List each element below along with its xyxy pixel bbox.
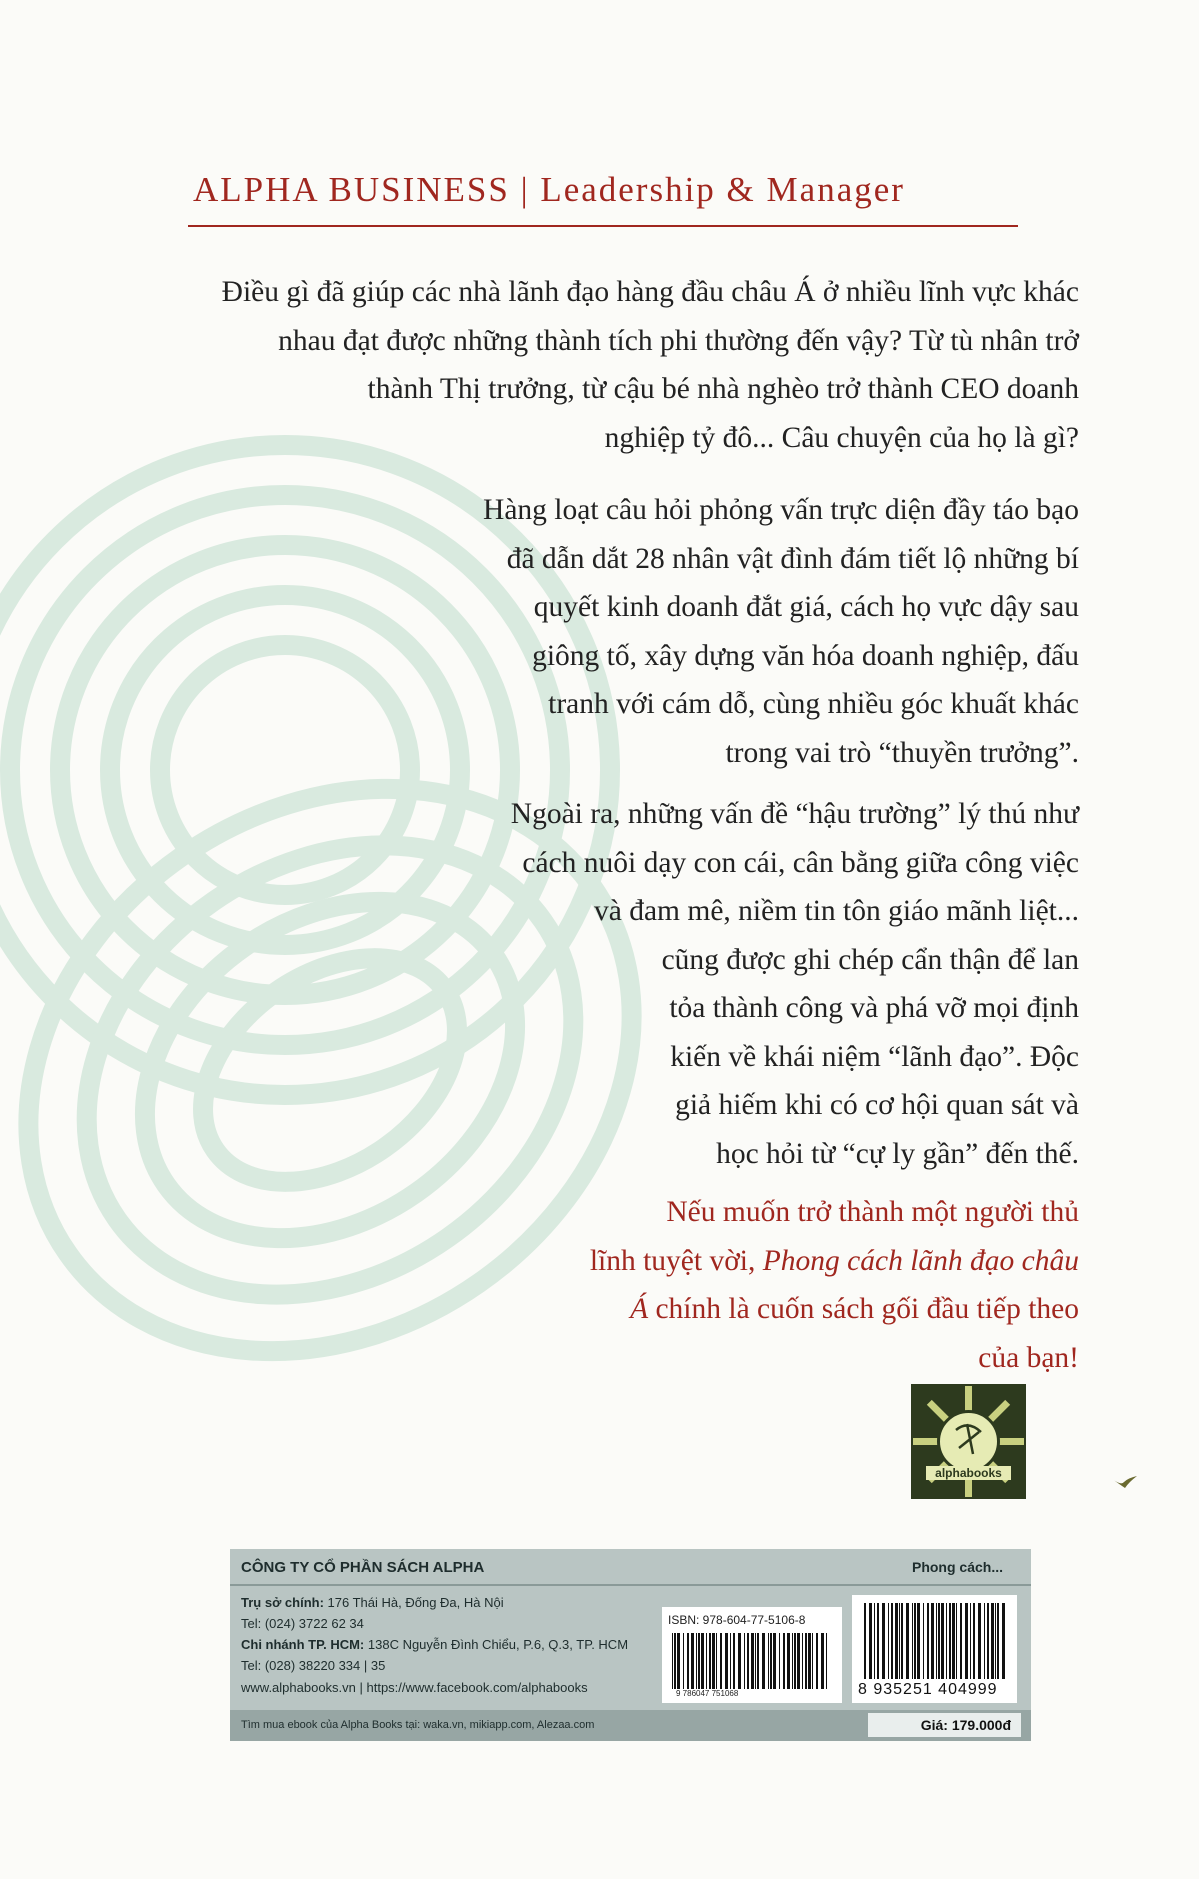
text-line: Ngoài ra, những vấn đề “hậu trường” lý thú như [510,798,1079,830]
text-line: cũng được ghi chép cẩn thận để lan [661,943,1079,976]
logo-wordmark: alphabooks [935,1466,1002,1480]
text-span: chính là cuốn sách gối đầu tiếp theo [648,1293,1079,1325]
text-line: Nếu muốn trở thành một người thủ [666,1196,1079,1228]
text-line: quyết kinh doanh đắt giá, cách họ vực dậy sau [533,591,1079,623]
barcode-bar [960,1603,962,1679]
text-line: nhau đạt được những thành tích phi thường đến vậy? Từ tù nhân trở [278,324,1079,357]
barcode-bar [914,1603,916,1679]
footer-divider [230,1584,1031,1586]
isbn-digits: 9 786047 751068 [676,1689,739,1698]
barcode-bar [787,1633,790,1689]
barcode-bar [906,1603,909,1679]
barcode-bar [949,1603,951,1679]
text-line: kiến về khái niệm “lãnh đạo”. Độc [670,1040,1079,1073]
header-divider [188,225,1018,227]
text-line: của bạn! [978,1341,1079,1374]
barcode-bar [973,1603,975,1679]
barcode-bar [709,1633,711,1689]
barcode-bar [725,1633,728,1689]
barcode-bar [808,1633,811,1689]
hq-address-text: 176 Thái Hà, Đống Đa, Hà Nội [323,1595,504,1610]
barcode-bar [792,1633,793,1689]
barcode-bar [821,1633,824,1689]
price-box [868,1713,1021,1737]
barcode-bar [938,1603,940,1679]
publisher-info-panel [230,1549,1031,1741]
barcode-bar [816,1633,818,1689]
hq-address [241,1595,504,1610]
text-line: Hàng loạt câu hỏi phỏng vấn trực diện đầy táo bạo [483,494,1079,526]
text-line [590,1237,1079,1286]
barcode-bar [978,1603,981,1679]
barcode-bar [701,1633,704,1689]
barcode-bar [877,1603,879,1679]
text-line: cách nuôi dạy con cái, cân bằng giữa công việc [522,846,1079,879]
alphabooks-logo [911,1384,1026,1499]
barcode-bar [773,1633,776,1689]
barcode-bar [696,1633,697,1689]
barcode-bar [941,1603,944,1679]
series-header [193,170,1019,230]
barcode-bar [712,1633,715,1689]
text-line: giả hiếm khi có cơ hội quan sát và [675,1089,1079,1121]
text-line: trong vai trò “thuyền trưởng”. [725,736,1079,769]
barcode-bar [917,1603,920,1679]
price: Giá: 179.000đ [920,1717,1011,1733]
barcode-bar [768,1633,769,1689]
text-line: giông tố, xây dựng văn hóa doanh nghiệp, đấu [532,639,1079,672]
barcode-bar [927,1603,929,1679]
barcode-bar [805,1633,807,1689]
barcode-bar [912,1603,913,1679]
barcode-bar [888,1603,889,1679]
text-span: lĩnh tuyệt vời, [589,1244,763,1277]
branch-label: Chi nhánh TP. HCM: [241,1637,365,1652]
barcode-bar [730,1633,731,1689]
barcode-bar [691,1633,694,1689]
text-line: tranh với cám dỗ, cùng nhiều góc khuất khác [548,688,1079,720]
barcode-bar [936,1603,937,1679]
bird-icon [1109,1472,1139,1494]
branch-address [241,1637,628,1652]
barcode-bar [970,1603,971,1679]
isbn-barcode [662,1607,842,1703]
hq-phone: Tel: (024) 3722 62 34 [241,1616,364,1631]
series-header-text: ALPHA BUSINESS | Leadership & Manager [193,170,905,209]
barcode-bar [744,1633,745,1689]
barcode-bar [895,1603,898,1679]
barcode-bar [901,1603,903,1679]
barcode-bar [674,1633,676,1689]
barcode-bar [991,1603,994,1679]
barcode-bar [720,1633,722,1689]
barcode-bar [770,1633,772,1689]
barcode-bar [1002,1603,1005,1679]
barcode-bar [698,1633,700,1689]
branch-phone: Tel: (028) 38220 334 | 35 [241,1658,386,1673]
text-line [590,1285,1079,1334]
book-title-italic: Phong cách lãnh đạo châu [762,1244,1079,1277]
barcode-bar [812,1633,813,1689]
barcode-bar [672,1633,673,1689]
ebook-price-bar [230,1710,1031,1741]
barcode-bar [683,1633,684,1689]
branch-address-text: 138C Nguyễn Đình Chiểu, P.6, Q.3, TP. HCM [364,1637,629,1652]
text-line: học hỏi từ “cự ly gần” đến thế. [716,1137,1079,1170]
website-links: www.alphabooks.vn | https://www.facebook.com/alphabooks [241,1680,588,1695]
barcode-bar [995,1603,996,1679]
paragraph-interviews [483,486,1079,777]
barcode-bar [987,1603,989,1679]
text-line: Điều gì đã giúp các nhà lãnh đạo hàng đầu châu Á ở nhiều lĩnh vực khác [221,276,1079,308]
barcode-bar [779,1633,780,1689]
barcode-bar [882,1603,885,1679]
barcode-bar [797,1633,800,1689]
book-short-title: Phong cách... [911,1559,1003,1575]
barcode-bar [751,1633,754,1689]
hq-label: Trụ sở chính: [241,1595,324,1610]
barcode-bar [677,1633,680,1689]
ean-barcode [852,1595,1017,1703]
barcode-bar [706,1633,707,1689]
barcode-bar [716,1633,717,1689]
text-line: nghiệp tỷ đô... Câu chuyện của họ là gì? [604,421,1079,454]
barcode-bar [687,1633,689,1689]
barcode-bar [757,1633,759,1689]
barcode-bar [864,1603,866,1679]
barcode-bar [891,1603,893,1679]
barcode-bar [956,1603,957,1679]
barcode-bar [794,1633,796,1689]
barcode-bar [747,1633,749,1689]
ean-digits: 8 935251 404999 [858,1681,998,1698]
barcode-bar [899,1603,900,1679]
isbn-barcode-bars [672,1633,832,1689]
paragraph-behind-scenes [511,790,1079,1178]
ean-barcode-bars [864,1603,1009,1679]
barcode-bar [946,1603,947,1679]
barcode-bar [984,1603,985,1679]
barcode-bar [755,1633,756,1689]
barcode-bar [931,1603,934,1679]
barcode-bar [965,1603,968,1679]
barcode-bar [869,1603,872,1679]
barcode-bar [733,1633,735,1689]
barcode-bar [802,1633,803,1689]
text-line: thành Thị trưởng, từ cậu bé nhà nghèo trở thành CEO doanh [367,373,1079,405]
paragraph-intro [222,268,1079,462]
barcode-bar [997,1603,999,1679]
barcode-bar [874,1603,875,1679]
text-line: và đam mê, niềm tin tôn giáo mãnh liệt... [593,895,1079,927]
text-line: tỏa thành công và phá vỡ mọi định [669,992,1079,1024]
barcode-bar [738,1633,741,1689]
paragraph-call-to-action [590,1188,1079,1382]
barcode-bar [923,1603,924,1679]
ebook-stores: Tìm mua ebook của Alpha Books tại: waka.vn, mikiapp.com, Alezaa.com [241,1719,595,1731]
text-line: đã dẫn dắt 28 nhân vật đình đám tiết lộ những bí [506,542,1079,575]
book-title-italic: Á [630,1293,649,1325]
isbn-label: ISBN: 978-604-77-5106-8 [668,1613,806,1627]
barcode-bar [952,1603,955,1679]
barcode-bar [762,1633,765,1689]
publisher-name: CÔNG TY CỔ PHẦN SÁCH ALPHA [241,1559,485,1576]
barcode-bar [826,1633,827,1689]
barcode-bar [783,1633,785,1689]
